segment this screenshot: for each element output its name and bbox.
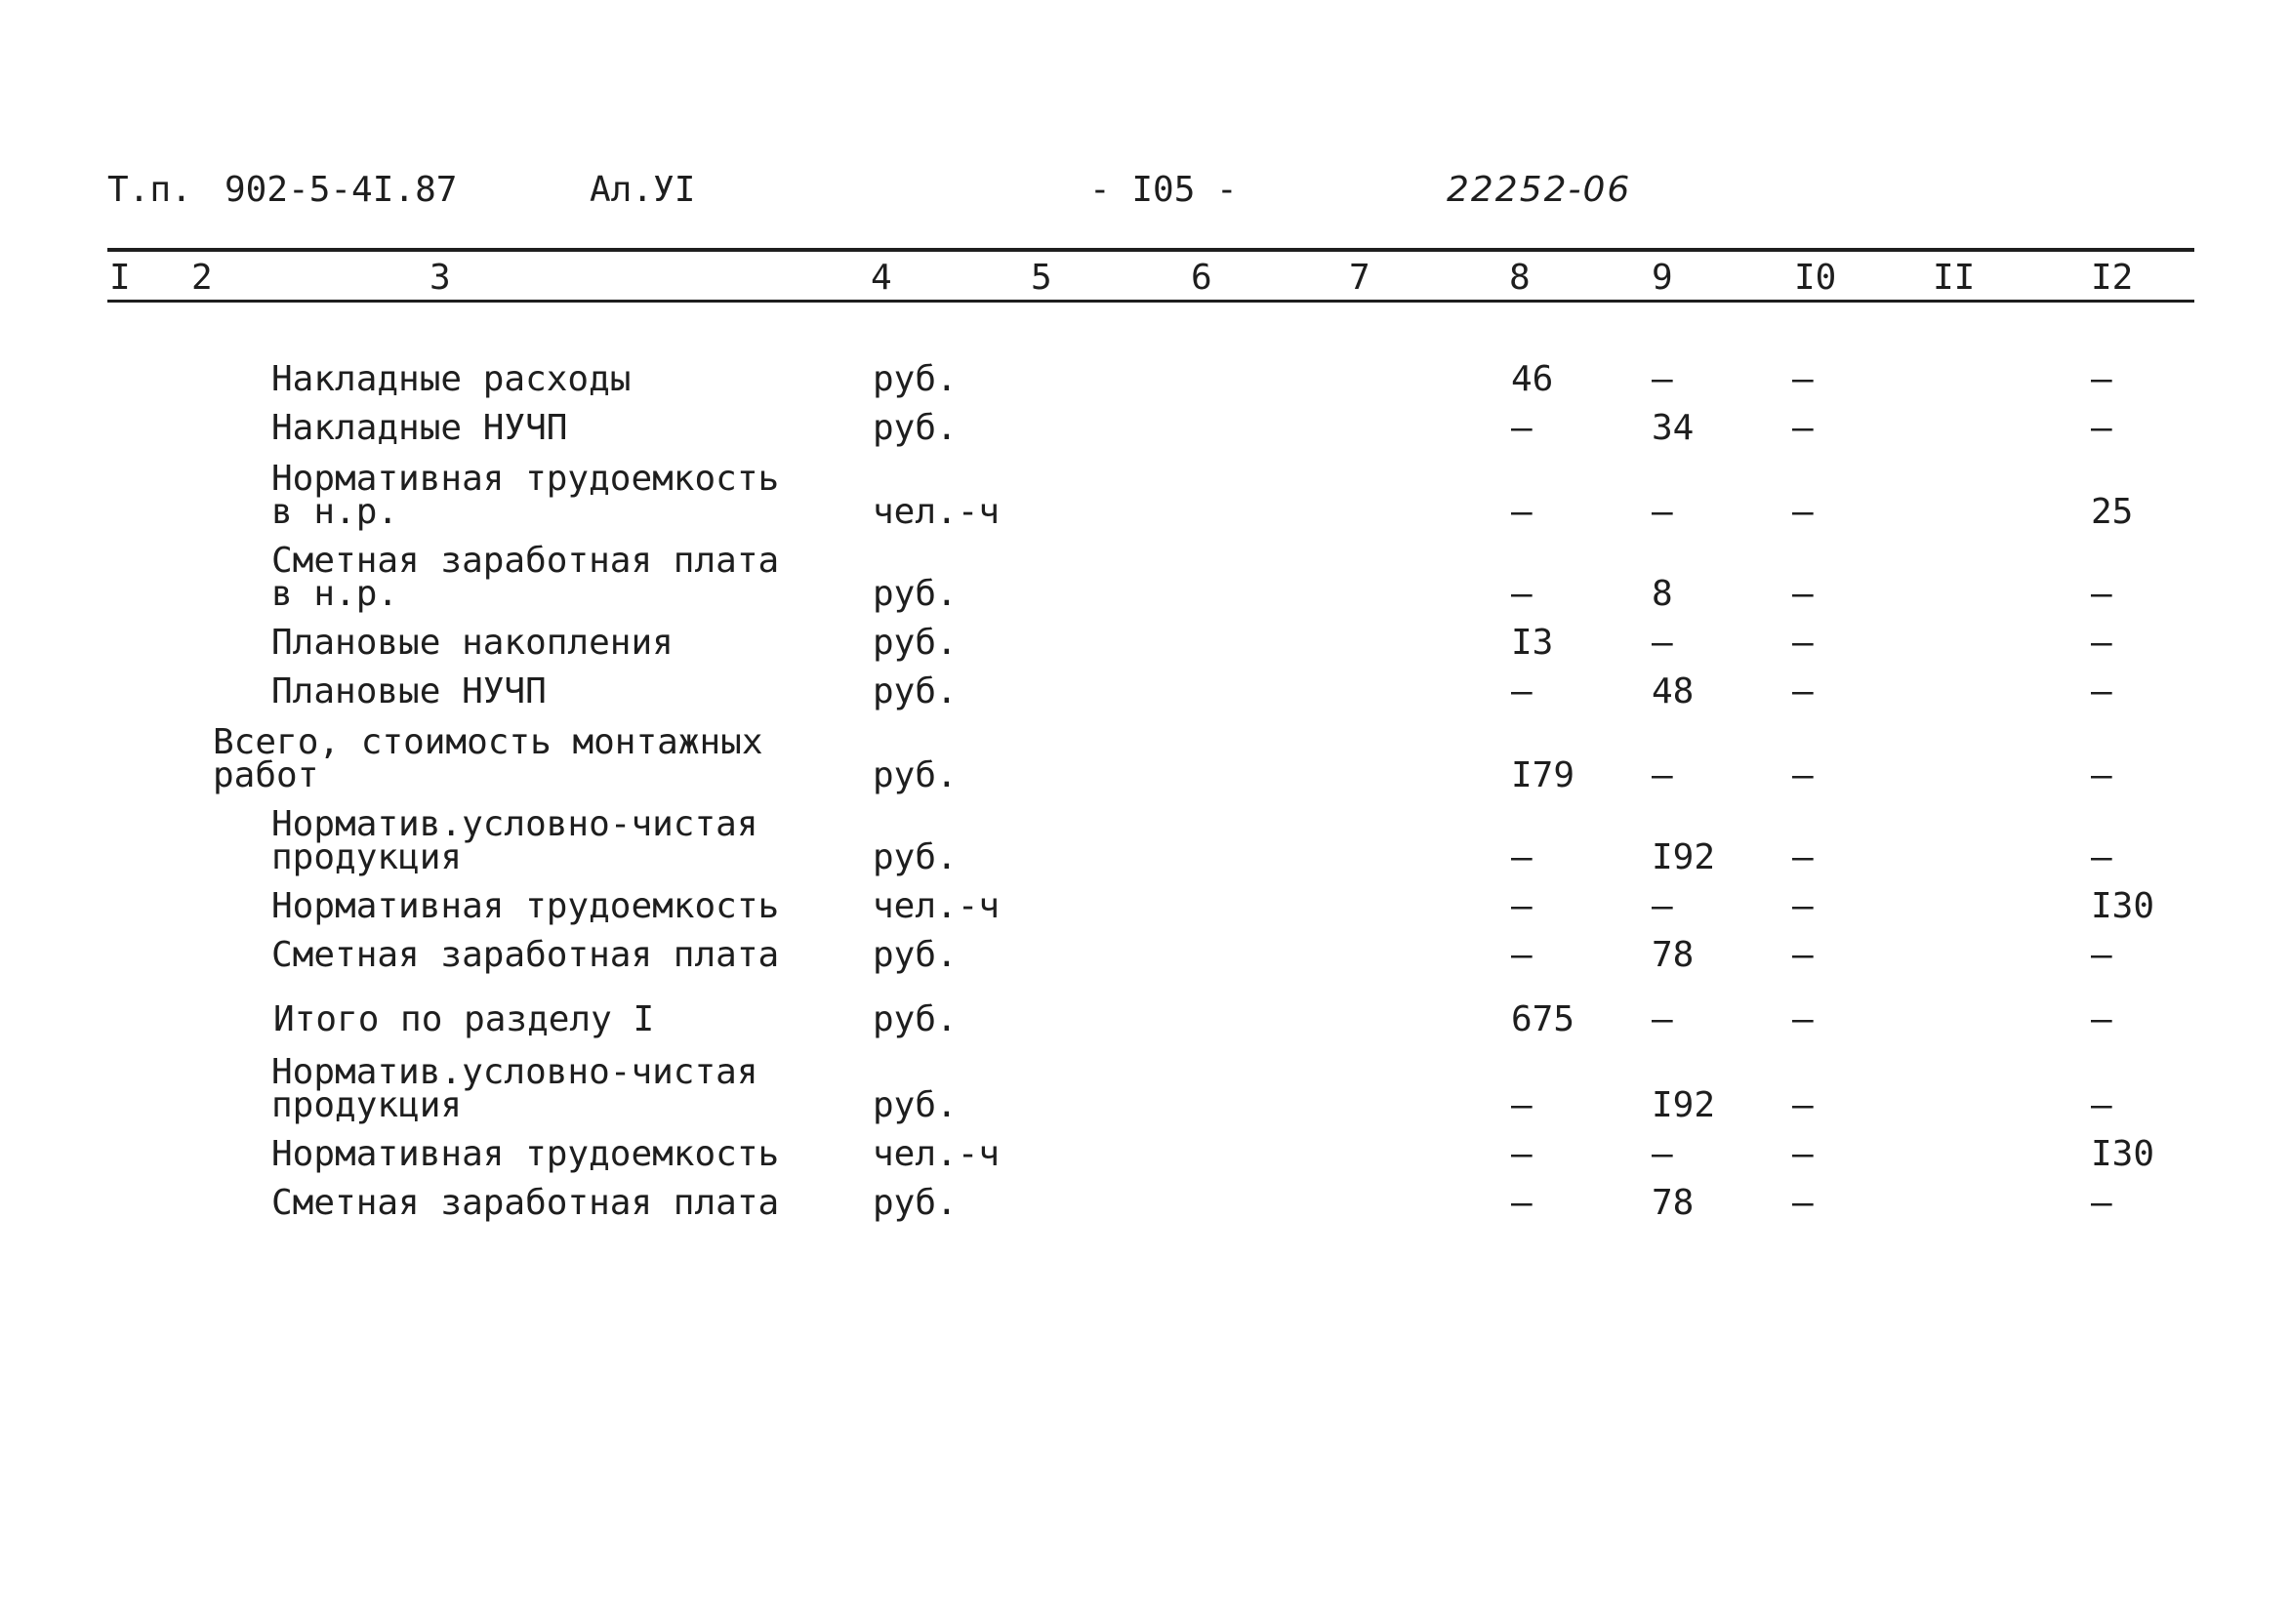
row-unit: руб.	[873, 999, 958, 1039]
cell-col-8: 46	[1511, 359, 1554, 399]
cell-col-12: –	[2091, 671, 2112, 711]
cell-col-8: I79	[1511, 755, 1575, 795]
row-label: Всего, стоимость монтажных работ	[213, 722, 763, 795]
cell-col-9: 78	[1652, 1183, 1695, 1223]
cell-col-12: –	[2091, 935, 2112, 975]
column-number: 6	[1191, 258, 1212, 298]
row-unit: руб.	[873, 671, 958, 711]
cell-col-10: –	[1792, 574, 1814, 614]
column-number: 8	[1509, 258, 1531, 298]
row-label: Плановые накопления	[271, 623, 674, 663]
row-unit: руб.	[873, 359, 958, 399]
column-number: II	[1933, 258, 1976, 298]
row-label: Плановые НУЧП	[271, 671, 547, 711]
cell-col-8: –	[1511, 408, 1533, 448]
document-number: 22252-06	[1447, 170, 1632, 210]
cell-col-12: –	[2091, 574, 2112, 614]
row-unit: руб.	[873, 574, 958, 614]
cell-col-10: –	[1792, 755, 1814, 795]
cell-col-8: –	[1511, 935, 1533, 975]
project-code: 902-5-4I.87	[225, 170, 458, 210]
row-unit: чел.-ч	[873, 1134, 1001, 1174]
cell-col-9: I92	[1652, 837, 1716, 877]
cell-col-9: 8	[1652, 574, 1673, 614]
cell-col-9: 34	[1652, 408, 1695, 448]
cell-col-10: –	[1792, 1134, 1814, 1174]
row-label: Нормативная трудоемкость	[271, 1134, 780, 1174]
cell-col-8: –	[1511, 1183, 1533, 1223]
row-label: Итого по разделу I	[273, 999, 655, 1039]
cell-col-10: –	[1792, 999, 1814, 1039]
column-number: 2	[191, 258, 213, 298]
row-label: Норматив.условно-чистая продукция	[271, 1052, 758, 1125]
row-label: Сметная заработная плата в н.р.	[271, 541, 780, 614]
cell-col-9: –	[1652, 623, 1673, 663]
cell-col-9: 78	[1652, 935, 1695, 975]
column-number: I0	[1794, 258, 1837, 298]
album-number: Ал.УI	[590, 170, 696, 210]
row-label: Сметная заработная плата	[271, 1183, 780, 1223]
row-unit: руб.	[873, 623, 958, 663]
cell-col-8: I3	[1511, 623, 1554, 663]
column-number: 9	[1652, 258, 1673, 298]
column-number: 4	[871, 258, 892, 298]
cell-col-8: –	[1511, 492, 1533, 532]
cell-col-10: –	[1792, 671, 1814, 711]
cell-col-10: –	[1792, 623, 1814, 663]
cell-col-8: –	[1511, 1134, 1533, 1174]
row-unit: чел.-ч	[873, 492, 1001, 532]
table-header-rule	[107, 300, 2194, 303]
cell-col-8: –	[1511, 886, 1533, 926]
cell-col-8: –	[1511, 837, 1533, 877]
column-number: 7	[1349, 258, 1370, 298]
cell-col-10: –	[1792, 935, 1814, 975]
cell-col-12: –	[2091, 623, 2112, 663]
cell-col-12: –	[2091, 755, 2112, 795]
cell-col-9: –	[1652, 492, 1673, 532]
cell-col-8: 675	[1511, 999, 1575, 1039]
cell-col-10: –	[1792, 1183, 1814, 1223]
cell-col-8: –	[1511, 574, 1533, 614]
cell-col-8: –	[1511, 1085, 1533, 1125]
cell-col-10: –	[1792, 837, 1814, 877]
cell-col-10: –	[1792, 492, 1814, 532]
cell-col-9: I92	[1652, 1085, 1716, 1125]
cell-col-10: –	[1792, 408, 1814, 448]
row-label: Норматив.условно-чистая продукция	[271, 804, 758, 877]
cell-col-9: 48	[1652, 671, 1695, 711]
cell-col-8: –	[1511, 671, 1533, 711]
row-unit: руб.	[873, 1183, 958, 1223]
cell-col-10: –	[1792, 1085, 1814, 1125]
column-number: I2	[2091, 258, 2134, 298]
cell-col-10: –	[1792, 359, 1814, 399]
row-unit: руб.	[873, 1085, 958, 1125]
row-label: Нормативная трудоемкость	[271, 886, 780, 926]
cell-col-9: –	[1652, 1134, 1673, 1174]
cell-col-9: –	[1652, 999, 1673, 1039]
row-label: Накладные расходы	[271, 359, 632, 399]
doc-prefix: Т.п.	[107, 170, 192, 210]
cell-col-12: –	[2091, 999, 2112, 1039]
column-number: 3	[429, 258, 451, 298]
row-unit: руб.	[873, 408, 958, 448]
row-unit: руб.	[873, 755, 958, 795]
row-unit: руб.	[873, 837, 958, 877]
cell-col-12: –	[2091, 359, 2112, 399]
cell-col-12: –	[2091, 1183, 2112, 1223]
row-unit: руб.	[873, 935, 958, 975]
column-number: I	[109, 258, 131, 298]
row-unit: чел.-ч	[873, 886, 1001, 926]
cell-col-9: –	[1652, 886, 1673, 926]
row-label: Сметная заработная плата	[271, 935, 780, 975]
cell-col-12: –	[2091, 1085, 2112, 1125]
table-top-rule	[107, 248, 2194, 252]
cell-col-10: –	[1792, 886, 1814, 926]
row-label: Нормативная трудоемкость в н.р.	[271, 459, 780, 532]
cell-col-12: 25	[2091, 492, 2134, 532]
cell-col-12: –	[2091, 408, 2112, 448]
row-label: Накладные НУЧП	[271, 408, 568, 448]
cell-col-12: –	[2091, 837, 2112, 877]
page-number: - I05 -	[1089, 170, 1238, 210]
cell-col-9: –	[1652, 359, 1673, 399]
cell-col-9: –	[1652, 755, 1673, 795]
cell-col-12: I30	[2091, 886, 2155, 926]
column-number: 5	[1031, 258, 1052, 298]
cell-col-12: I30	[2091, 1134, 2155, 1174]
